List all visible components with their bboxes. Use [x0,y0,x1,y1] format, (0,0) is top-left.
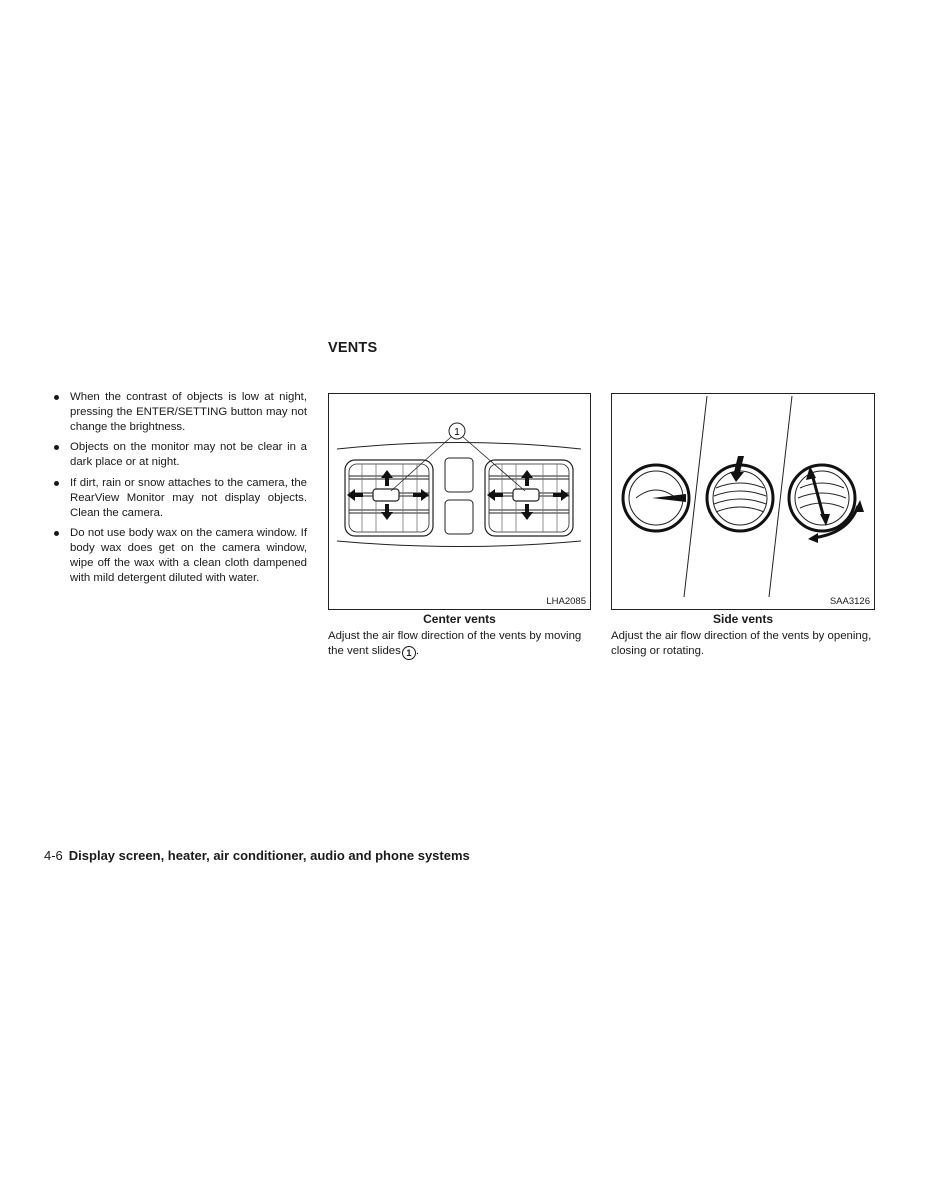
bullet-item: Objects on the monitor may not be clear in a dark place or at night. [52,440,307,470]
center-vents-description: Adjust the air flow direction of the vents by moving the vent slides 1 . [328,630,582,658]
center-vents-illustration [329,394,590,609]
bullet-item: If dirt, rain or snow attaches to the camera, the RearView Monitor may not display objects. Clean the camera. [52,476,307,520]
side-vents-description: Adjust the air flow direction of the vents by opening, closing or rotating. [611,630,872,657]
center-vents-caption: Center vents [423,612,496,626]
figure-code: LHA2085 [546,596,586,607]
bullet-item: When the contrast of objects is low at night, pressing the ENTER/SETTING button may not change the brightness. [52,390,307,434]
figure-code: SAA3126 [829,596,870,607]
side-vents-illustration [612,394,874,609]
page-footer [44,848,470,863]
section-title: VENTS [328,340,378,356]
side-vents-figure [611,393,875,610]
bullet-list [52,390,307,592]
page-number: 4-6 [44,848,63,863]
bullet-dot [54,445,59,450]
chapter-title: Display screen, heater, air conditioner, audio and phone systems [68,848,470,863]
bullet-dot [54,395,59,400]
bullet-dot [54,531,59,536]
bullet-dot [54,481,59,486]
center-vents-figure [328,393,591,610]
callout-number: 1 [454,427,460,438]
side-vents-caption: Side vents [712,612,774,626]
bullet-item: Do not use body wax on the camera window. If body wax does get on the camera window, wipe off the wax with a clean cloth dampened with mild detergent diluted with water. [52,526,307,585]
callout-ref: 1 [402,646,416,660]
